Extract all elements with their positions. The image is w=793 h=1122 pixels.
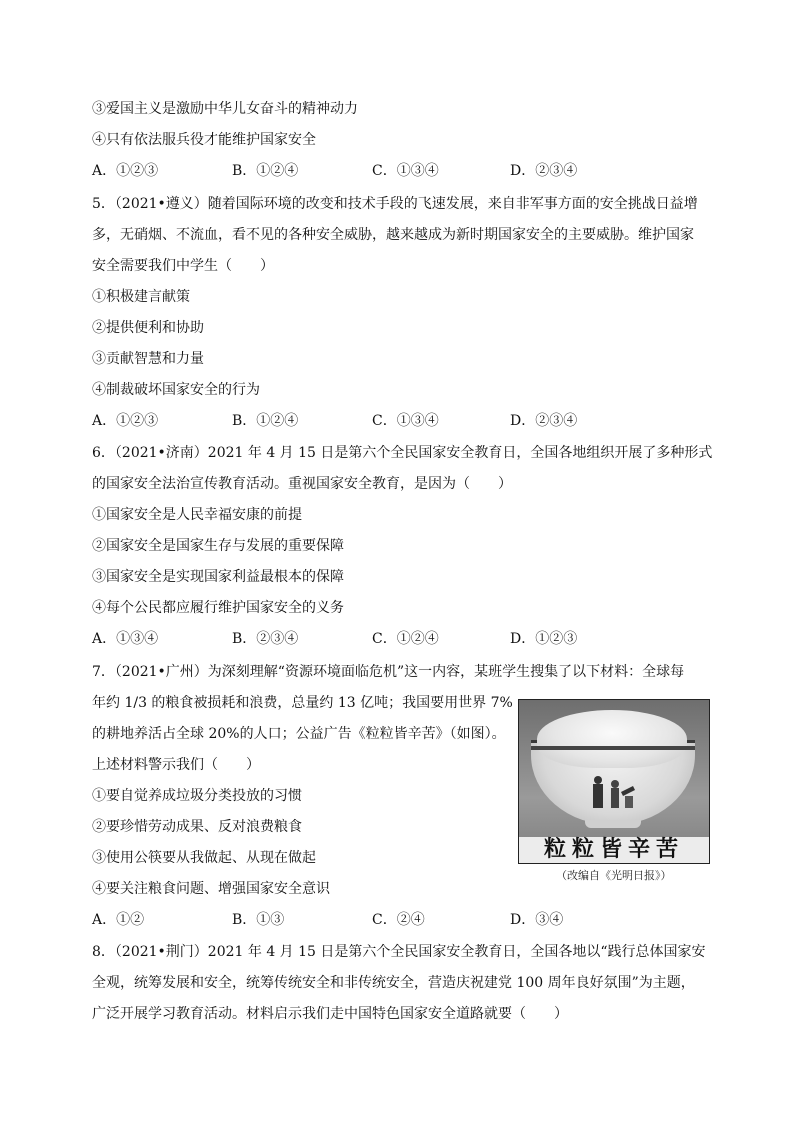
question-text-line: 的耕地养活占全球 20%的人口；公益广告《粒粒皆辛苦》（如图）。 [92, 726, 506, 742]
question-text-line: 多，无硝烟、不流血，看不见的各种安全威胁，越来越成为新时期国家安全的主要威胁。维护国家 [92, 227, 694, 243]
question-text-line: 广泛开展学习教育活动。材料启示我们走中国特色国家安全道路就要（ ） [92, 1006, 568, 1022]
question-text-line: ④制裁破坏国家安全的行为 [92, 382, 260, 398]
question-text-line: ①积极建言献策 [92, 289, 190, 305]
ad-banner-text: 粒粒皆辛苦 [519, 837, 709, 863]
option-b: B．①②④ [232, 163, 299, 179]
option-d: D．②③④ [510, 163, 578, 179]
question-text-line: 上述材料警示我们（ ） [92, 757, 260, 773]
answer-options [92, 629, 652, 649]
option-c: C．①③④ [372, 163, 439, 179]
option-a: A．①② [92, 912, 145, 928]
option-b: B．①②④ [232, 413, 299, 429]
question-text-line: ③贡献智慧和力量 [92, 351, 204, 367]
question-text-line: ③使用公筷要从我做起、从现在做起 [92, 850, 316, 866]
question-text-line: 8．（2021•荆门）2021 年 4 月 15 日是第六个全民国家安全教育日，全国各地以“践行总体国家安 [92, 944, 706, 960]
question-text-line: ④只有依法服兵役才能维护国家安全 [92, 132, 316, 148]
question-text-line: 5．（2021•遵义）随着国际环境的改变和技术手段的飞速发展，来自非军事方面的安全挑战日益增 [92, 196, 698, 212]
option-d: D．③④ [510, 912, 564, 928]
question-text-line: 安全需要我们中学生（ ） [92, 258, 274, 274]
question-text-line: ②提供便利和协助 [92, 320, 204, 336]
answer-options [92, 411, 652, 431]
question-text-line: ②要珍惜劳动成果、反对浪费粮食 [92, 819, 302, 835]
bowl-rim-band [531, 746, 695, 750]
answer-options [92, 161, 652, 181]
question-text-line: 全观，统筹发展和安全，统筹传统安全和非传统安全，营造庆祝建党 100 周年良好氛围”为主题， [92, 975, 695, 991]
question-text-line: ①要自觉养成垃圾分类投放的习惯 [92, 788, 302, 804]
question-text-line: ③国家安全是实现国家利益最根本的保障 [92, 569, 344, 585]
question-text-line: 年约 1/3 的粮食被损耗和浪费，总量约 13 亿吨；我国要用世界 7% [92, 695, 513, 711]
option-d: D．①②③ [510, 631, 578, 647]
question-text-line: ②国家安全是国家生存与发展的重要保障 [92, 538, 344, 554]
option-a: A．①③④ [92, 631, 159, 647]
question-text-line: ③爱国主义是激励中华儿女奋斗的精神动力 [92, 101, 358, 117]
rice-mound [537, 710, 687, 768]
option-a: A．①②③ [92, 413, 159, 429]
answer-options [92, 910, 652, 930]
question-text-line: 6．（2021•济南）2021 年 4 月 15 日是第六个全民国家安全教育日，全国各地组织开展了多种形式 [92, 445, 713, 461]
option-c: C．②④ [372, 912, 425, 928]
farmer-illustration [589, 774, 637, 814]
option-c: C．①②④ [372, 631, 439, 647]
question-text-line: 7．（2021•广州）为深刻理解“资源环境面临危机”这一内容，某班学生搜集了以下材料：全球每 [92, 664, 685, 680]
option-b: B．②③④ [232, 631, 299, 647]
question-text-line: ④每个公民都应履行维护国家安全的义务 [92, 600, 344, 616]
question-text-line: 的国家安全法治宣传教育活动。重视国家安全教育，是因为（ ） [92, 476, 512, 492]
question-text-line: ①国家安全是人民幸福安康的前提 [92, 507, 302, 523]
option-b: B．①③ [232, 912, 285, 928]
figure-caption: （改编自《光明日报》） [556, 869, 672, 882]
question-text-line: ④要关注粮食问题、增强国家安全意识 [92, 881, 330, 897]
option-c: C．①③④ [372, 413, 439, 429]
bowl-foot [585, 820, 641, 828]
rice-bowl-ad-image [518, 699, 710, 864]
option-a: A．①②③ [92, 163, 159, 179]
option-d: D．②③④ [510, 413, 578, 429]
